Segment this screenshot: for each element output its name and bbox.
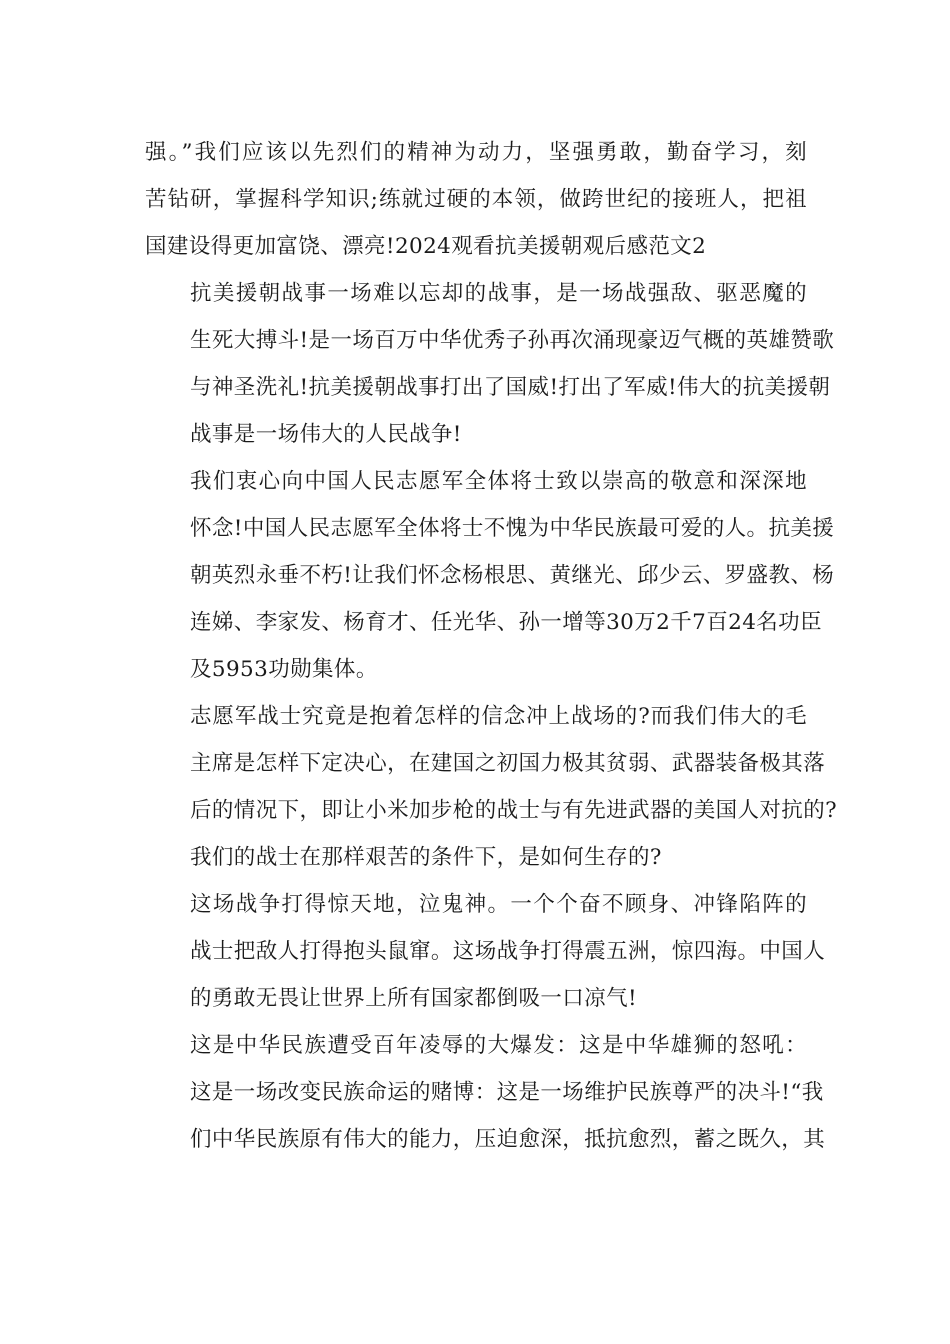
text-line: 连娣、李家发、杨育才、任光华、孙一增等30万2千7百24名功臣 [190, 610, 822, 635]
text-line: 的勇敢无畏让世界上所有国家都倒吸一口凉气! [190, 986, 638, 1011]
text-line: 我们的战士在那样艰苦的条件下，是如何生存的? [190, 845, 662, 870]
text-line: 我们衷心向中国人民志愿军全体将士致以崇高的敬意和深深地 [190, 469, 807, 494]
text-line: 及5953功勋集体。 [190, 657, 378, 682]
text-line: 主席是怎样下定决心，在建国之初国力极其贫弱、武器装备极其落 [190, 751, 826, 776]
text-line: 这是一场改变民族命运的赌博：这是一场维护民族尊严的决斗!“我 [190, 1080, 824, 1105]
text-line: 志愿军战士究竟是抱着怎样的信念冲上战场的?而我们伟大的毛 [190, 704, 807, 729]
paragraph-5 [145, 881, 826, 1022]
paragraph-2 [145, 270, 835, 458]
text-line: 战士把敌人打得抱头鼠窜。这场战争打得震五洲，惊四海。中国人 [190, 939, 826, 964]
text-line: 们中华民族原有伟大的能力，压迫愈深，抵抗愈烈，蓄之既久，其 [190, 1127, 826, 1152]
paragraph-1 [145, 129, 807, 270]
paragraph-6 [145, 1022, 826, 1163]
text-line: 后的情况下，即让小米加步枪的战士与有先进武器的美国人对抗的? [190, 798, 838, 823]
text-line: 强。”我们应该以先烈们的精神为动力，坚强勇敢，勤奋学习，刻 [145, 140, 807, 165]
paragraph-3 [145, 458, 835, 693]
text-line: 这是中华民族遭受百年凌辱的大爆发：这是中华雄狮的怒吼： [190, 1033, 807, 1058]
text-line: 怀念!中国人民志愿军全体将士不愧为中华民族最可爱的人。抗美援 [190, 516, 835, 541]
text-line: 抗美援朝战事一场难以忘却的战事，是一场战强敌、驱恶魔的 [190, 281, 807, 306]
text-line: 与神圣洗礼!抗美援朝战事打出了国威!打出了军威!伟大的抗美援朝 [190, 375, 831, 400]
text-line: 生死大搏斗!是一场百万中华优秀子孙再次涌现豪迈气概的英雄赞歌 [190, 328, 835, 353]
text-line: 苦钻研，掌握科学知识;练就过硬的本领，做跨世纪的接班人，把祖 [145, 187, 807, 212]
text-line: 国建设得更加富饶、漂亮!2024观看抗美援朝观后感范文2 [145, 234, 707, 259]
text-line: 这场战争打得惊天地，泣鬼神。一个个奋不顾身、冲锋陷阵的 [190, 892, 807, 917]
text-line: 战事是一场伟大的人民战争! [190, 422, 462, 447]
document-body [145, 129, 838, 1163]
paragraph-4 [145, 693, 838, 881]
text-line: 朝英烈永垂不朽!让我们怀念杨根思、黄继光、邱少云、罗盛教、杨 [190, 563, 835, 588]
